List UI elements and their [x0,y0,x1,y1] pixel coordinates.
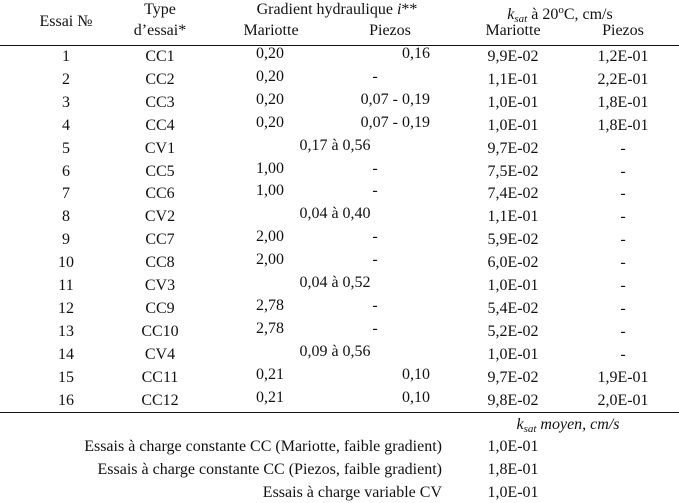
cell-essai: 2 [62,70,70,88]
summary-header-rest: moyen, cm/s [536,416,620,433]
summary-header-k: k [516,416,524,433]
header-essai: Essai № [39,13,93,30]
header-piezos: Piezos [369,22,411,39]
cell-type: CC4 [145,116,175,134]
cell-type: CC10 [141,322,179,340]
cell-gradient-piezos: 0,10 [402,388,430,406]
cell-gradient-mariotte: 2,78 [256,319,284,337]
cell-gradient-mariotte: 2,00 [256,228,284,246]
cell-ksat-piezos: 2,2E-01 [597,70,649,88]
cell-essai: 13 [58,322,74,340]
cell-ksat-piezos: - [620,345,626,363]
cell-type: CC11 [141,368,179,386]
header-piezos-k: Piezos [602,22,644,39]
header-gradient-var: i [396,1,402,18]
cell-ksat-mariotte: 9,7E-02 [487,139,539,157]
header-ksat-unit: C, cm/s [563,6,613,23]
cell-type: CV3 [144,277,176,294]
cell-ksat-piezos: - [620,277,626,294]
cell-ksat-piezos: 1,9E-01 [597,368,649,386]
cell-type: CC1 [145,48,175,65]
cell-ksat-mariotte: 1,0E-01 [487,93,539,111]
cell-ksat-piezos: - [620,322,626,340]
cell-type: CC5 [145,162,175,180]
summary-label: Essais à charge variable CV [262,484,442,501]
cell-gradient-piezos: - [372,296,378,314]
cell-gradient-mariotte: 0,21 [256,388,284,406]
cell-essai: 16 [58,391,74,409]
cell-ksat-piezos: 1,8E-01 [597,93,649,111]
cell-gradient-mariotte: 1,00 [256,159,284,177]
cell-essai: 12 [58,299,74,317]
header-gradient [232,0,442,20]
cell-type: CV2 [144,208,176,226]
cell-essai: 15 [58,368,74,386]
cell-ksat-mariotte: 9,9E-02 [487,48,539,65]
cell-type: CV1 [144,139,176,157]
header-gradient-prefix: Gradient hydraulique [256,1,397,18]
cell-ksat-piezos: - [620,162,626,180]
cell-ksat-mariotte: 9,8E-02 [487,391,539,409]
cell-ksat-mariotte: 1,1E-01 [487,70,539,88]
cell-type: CC12 [141,391,179,409]
cell-essai: 10 [58,254,74,272]
cell-ksat-mariotte: 5,9E-02 [487,231,539,249]
cell-ksat-piezos: 1,8E-01 [597,116,649,134]
cell-gradient-piezos: 0,07 - 0,19 [360,113,430,131]
cell-gradient-piezos: - [372,228,378,246]
cell-type: CV4 [144,345,176,363]
cell-essai: 6 [62,162,70,180]
cell-ksat-mariotte: 9,7E-02 [487,368,539,386]
cell-essai: 7 [62,185,70,203]
cell-gradient-range: 0,17 à 0,56 [299,136,371,154]
cell-gradient-range: 0,04 à 0,40 [299,205,371,223]
summary-value: 1,0E-01 [487,484,539,501]
cell-ksat-piezos: - [620,185,626,203]
cell-gradient-piezos: - [372,159,378,177]
header-ksat-sup: o [558,4,564,16]
cell-essai: 5 [62,139,70,157]
cell-gradient-mariotte: 0,20 [256,113,284,131]
cell-type: CC7 [145,231,175,249]
cell-gradient-mariotte: 0,21 [256,365,284,383]
cell-type: CC2 [145,70,175,88]
cell-essai: 3 [62,93,70,111]
cell-gradient-mariotte: 0,20 [256,67,284,85]
header-ksat-sub: sat [514,13,528,25]
cell-ksat-piezos: 1,2E-01 [597,48,649,65]
cell-gradient-piezos: - [372,319,378,337]
cell-gradient-range: 0,09 à 0,56 [299,342,371,360]
cell-gradient-piezos: - [372,67,378,85]
cell-ksat-piezos: 2,0E-01 [597,391,649,409]
cell-type: CC3 [145,93,175,111]
cell-type: CC8 [145,254,175,272]
cell-type: CC9 [145,299,175,317]
cell-gradient-mariotte: 1,00 [256,182,284,200]
cell-ksat-piezos: - [620,208,626,226]
header-mariotte-k: Mariotte [485,22,541,39]
table-bottom-rule [0,412,679,413]
cell-essai: 14 [58,345,74,363]
cell-ksat-mariotte: 5,2E-02 [487,322,539,340]
cell-type: CC6 [145,185,175,203]
cell-gradient-piezos: - [372,182,378,200]
cell-essai: 11 [58,277,74,294]
cell-ksat-piezos: - [620,231,626,249]
cell-gradient-mariotte: 2,78 [256,296,284,314]
cell-gradient-mariotte: 0,20 [256,45,284,62]
summary-value: 1,0E-01 [487,438,539,455]
cell-ksat-mariotte: 7,5E-02 [487,162,539,180]
cell-gradient-piezos: 0,16 [402,45,430,62]
cell-gradient-piezos: 0,10 [402,365,430,383]
header-ksat-k: k [507,6,515,23]
summary-label: Essais à charge constante CC (Piezos, faible gradient) [97,461,442,478]
cell-essai: 4 [62,116,70,134]
header-ksat-mid: à 20 [527,6,559,23]
summary-header-sub: sat [523,423,537,435]
cell-ksat-piezos: - [620,254,626,272]
summary-label: Essais à charge constante CC (Mariotte, faible gradient) [84,438,442,455]
cell-essai: 8 [62,208,70,226]
cell-gradient-piezos: 0,07 - 0,19 [360,90,430,108]
header-gradient-suffix: ** [401,1,418,18]
cell-ksat-mariotte: 7,4E-02 [487,185,539,203]
cell-ksat-piezos: - [620,139,626,157]
cell-ksat-mariotte: 1,0E-01 [487,277,539,294]
cell-ksat-piezos: - [620,299,626,317]
cell-gradient-range: 0,04 à 0,52 [299,274,371,291]
header-type-line1: Type [144,1,176,18]
cell-ksat-mariotte: 5,4E-02 [487,299,539,317]
cell-ksat-mariotte: 6,0E-02 [487,254,539,272]
cell-ksat-mariotte: 1,0E-01 [487,116,539,134]
cell-essai: 9 [62,231,70,249]
cell-gradient-mariotte: 0,20 [256,90,284,108]
header-type-line2: d’essai* [133,22,187,39]
cell-ksat-mariotte: 1,0E-01 [487,345,539,363]
summary-header [468,415,668,439]
summary-value: 1,8E-01 [487,461,539,478]
cell-gradient-piezos: - [372,251,378,269]
cell-gradient-mariotte: 2,00 [256,251,284,269]
cell-essai: 1 [62,48,70,65]
header-mariotte: Mariotte [243,22,299,39]
cell-ksat-mariotte: 1,1E-01 [487,208,539,226]
